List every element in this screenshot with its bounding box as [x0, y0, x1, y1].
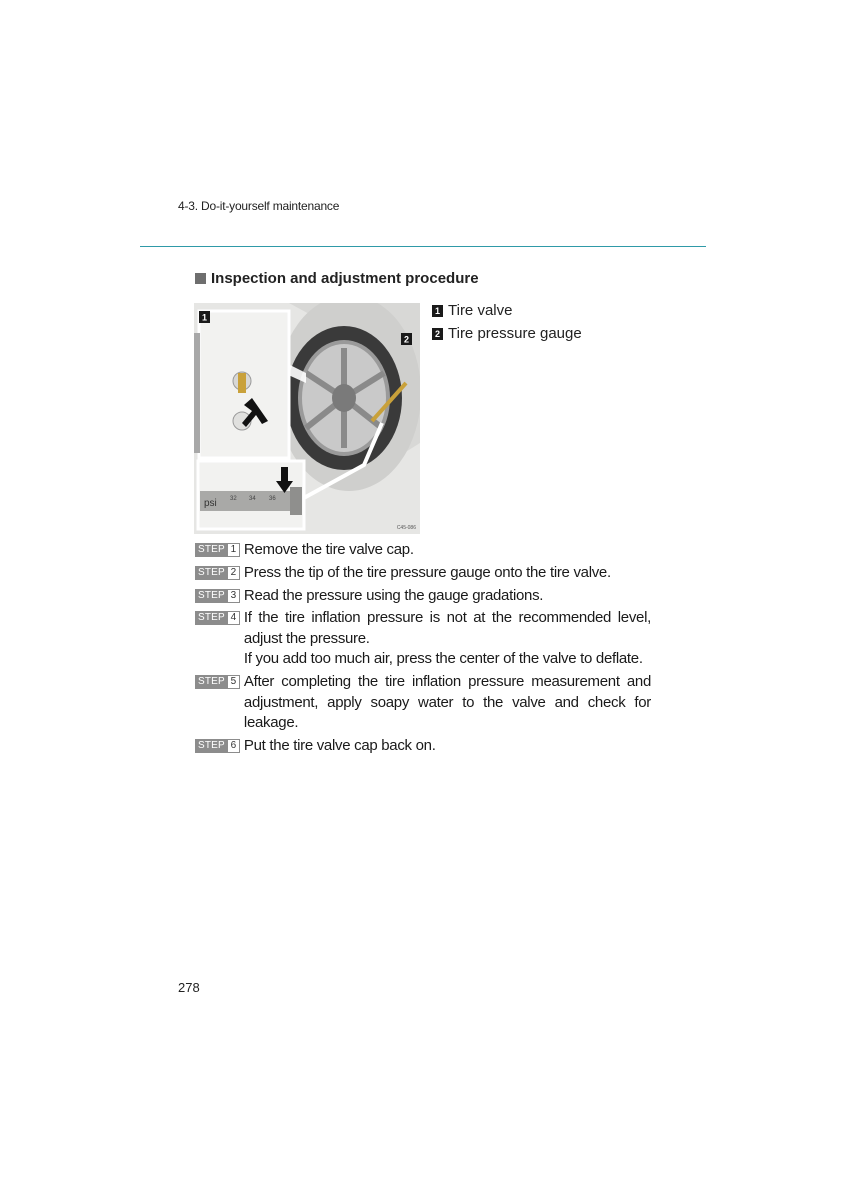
- step-badge: STEP 3: [195, 589, 240, 603]
- subheading-text: Inspection and adjustment procedure: [211, 270, 479, 287]
- step-item: [195, 540, 651, 561]
- page-number: 278: [178, 980, 200, 995]
- step-item: [195, 608, 651, 670]
- svg-text:1: 1: [201, 312, 208, 323]
- step-item: [195, 586, 651, 607]
- step-badge: STEP 6: [195, 739, 240, 753]
- square-bullet-icon: [195, 273, 206, 284]
- callout-label: Tire pressure gauge: [448, 325, 582, 342]
- step-list: [195, 540, 651, 759]
- step-text: Put the tire valve cap back on.: [243, 736, 436, 754]
- step-item: [195, 672, 651, 734]
- svg-text:36: 36: [269, 496, 276, 502]
- step-badge: STEP 2: [195, 566, 240, 580]
- callout-item: [432, 299, 582, 322]
- step-item: [195, 736, 651, 757]
- callout-number: 1: [432, 305, 443, 317]
- step-text: Read the pressure using the gauge gradations.: [243, 586, 544, 604]
- svg-text:32: 32: [230, 496, 237, 502]
- step-text: After completing the tire inflation pressure measurement and adjustment, apply soapy water to the valve and check for leakage.: [243, 673, 651, 732]
- step-badge: STEP 5: [195, 675, 240, 689]
- tire-illustration: [194, 303, 420, 534]
- svg-text:C45-086: C45-086: [396, 525, 416, 531]
- step-badge: STEP 1: [195, 543, 240, 557]
- svg-text:2: 2: [403, 334, 410, 345]
- step-badge: STEP 4: [195, 611, 240, 625]
- callout-list: [432, 299, 582, 345]
- subheading: [195, 270, 479, 287]
- step-text: If the tire inflation pressure is not at the recommended level, adjust the pressure. If you add too much air, press the center of the valve to deflate.: [243, 609, 651, 668]
- step-item: [195, 563, 651, 584]
- svg-text:psi: psi: [204, 498, 217, 509]
- callout-label: Tire valve: [448, 302, 513, 319]
- svg-text:34: 34: [249, 496, 256, 502]
- callout-number: 2: [432, 328, 443, 340]
- callout-item: [432, 322, 582, 345]
- step-text: Press the tip of the tire pressure gauge onto the tire valve.: [243, 563, 611, 581]
- step-text: Remove the tire valve cap.: [243, 541, 414, 558]
- section-header: 4-3. Do-it-yourself maintenance: [178, 199, 340, 213]
- header-rule: [140, 246, 706, 247]
